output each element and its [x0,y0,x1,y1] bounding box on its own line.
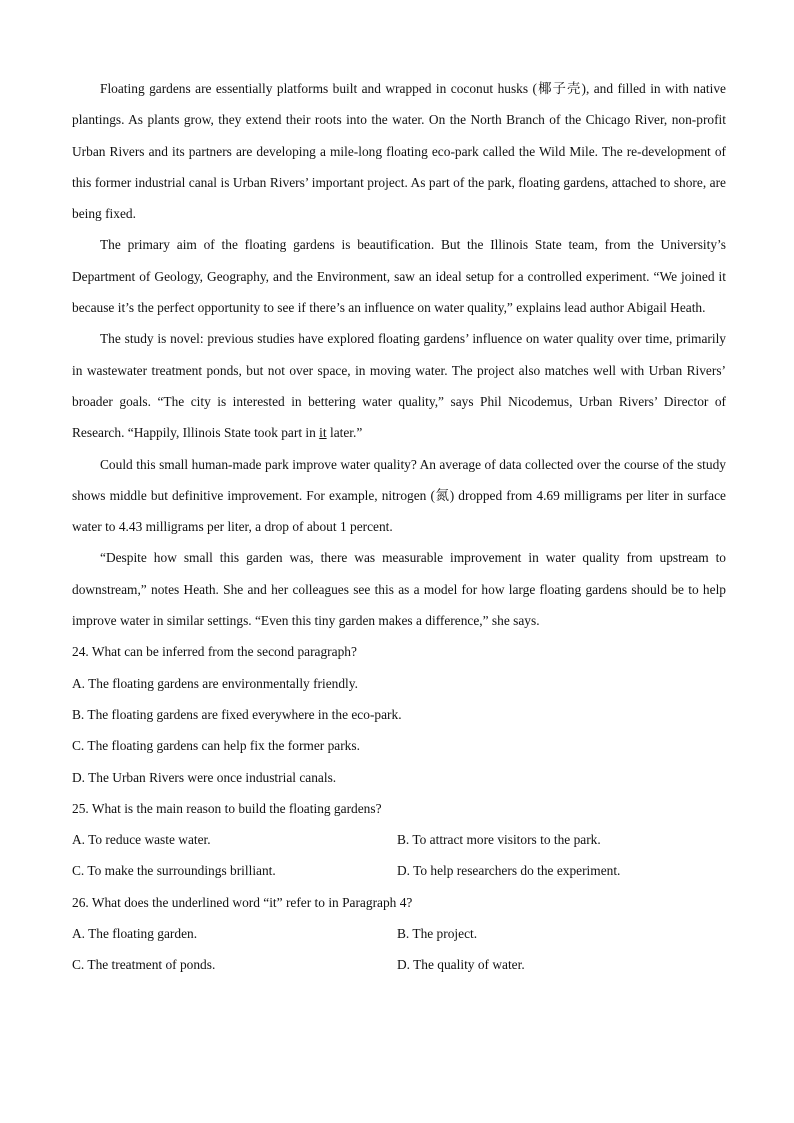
question-24-option-d[interactable]: D. The Urban Rivers were once industrial canals. [72,769,337,785]
question-26-option-b[interactable]: B. The project. [397,926,478,942]
question-24-option-c[interactable]: C. The floating gardens can help fix the former parks. [72,738,360,754]
paragraph-2: The primary aim of the floating gardens is beautification. But the Illinois State team, from the University’s Department of Geology, Geography, and the Environment, saw an ideal setup for a controlled experiment. “We joined it because it’s the perfect opportunity to see if there’s an influence on water quality,” explains lead author Abigail Heath. [72,237,726,316]
paragraph-5: “Despite how small this garden was, there was measurable improvement in water quality from upstream to downstream,” notes Heath. She and her colleagues see this as a model for how large floating gardens should be to help improve water in similar settings. “Even this tiny garden makes a difference,” she says. [72,550,726,629]
question-24-stem: 24. What can be inferred from the second paragraph? [72,644,357,660]
paragraph-3-text-end: later.” [326,425,363,441]
paragraph-3-text-start: The study is novel: previous studies have explored floating gardens’ influence on water quality over time, primarily in wastewater treatment ponds, but not over space, in moving water. The project also matches well with Urban Rivers’ broader goals. “The city is interested in bettering water quality,” says Phil Nicodemus, Urban Rivers’ Director of Research. “Happily, Illinois State took part in [72,331,726,441]
question-25-options-row-1 [72,824,726,855]
question-26-options-row-1 [72,918,726,949]
question-24-option-b[interactable]: B. The floating gardens are fixed everywhere in the eco-park. [72,706,402,722]
question-26-options-row-2 [72,949,726,980]
paragraph-3 [72,323,726,448]
question-25-stem: 25. What is the main reason to build the floating gardens? [72,800,382,816]
question-26 [72,887,726,981]
paragraph-4: Could this small human-made park improve water quality? An average of data collected over the course of the study shows middle but definitive improvement. For example, nitrogen (氮) dropped from 4.69 milligrams per liter in surface water to 4.43 milligrams per liter, a drop of about 1 percent. [72,456,726,535]
question-25-option-a[interactable]: A. To reduce waste water. [72,832,211,848]
question-25-options-row-2 [72,855,726,886]
question-26-option-c[interactable]: C. The treatment of ponds. [72,957,216,973]
paragraph-1: Floating gardens are essentially platforms built and wrapped in coconut husks (椰子壳), and filled in with native plantings. As plants grow, they extend their roots into the water. On the North Branch of the Chicago River, non-profit Urban Rivers and its partners are developing a mile-long floating eco-park called the Wild Mile. The re-development of this former industrial canal is Urban Rivers’ important project. As part of the park, floating gardens, attached to shore, are being fixed. [72,81,726,222]
question-25-option-c[interactable]: C. To make the surroundings brilliant. [72,863,276,879]
exam-content [72,73,726,981]
question-26-stem: 26. What does the underlined word “it” refer to in Paragraph 4? [72,894,413,910]
question-24-option-a[interactable]: A. The floating gardens are environmentally friendly. [72,675,358,691]
question-25-option-b[interactable]: B. To attract more visitors to the park. [397,832,601,848]
question-26-option-a[interactable]: A. The floating garden. [72,926,198,942]
question-25 [72,793,726,887]
underlined-word-it: it [319,425,327,441]
question-25-option-d[interactable]: D. To help researchers do the experiment. [397,863,621,879]
question-24 [72,636,726,792]
question-26-option-d[interactable]: D. The quality of water. [397,957,525,973]
